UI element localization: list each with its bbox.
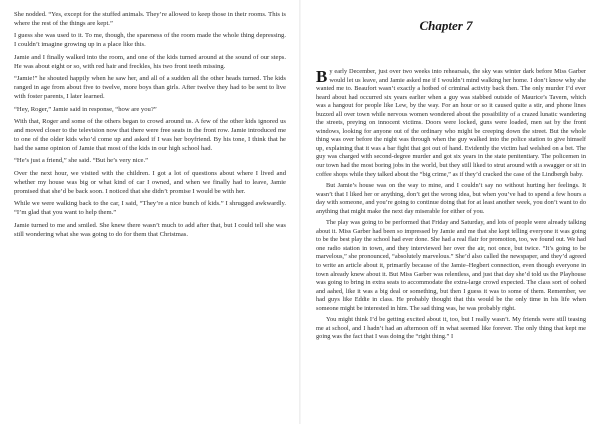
- paragraph: She nodded. “Yes, except for the stuffed animals. They’re allowed to keep those in their rooms. This is where the rest of the things are kept.”: [14, 11, 286, 28]
- paragraph: With that, Roger and some of the others began to crowd around us. A few of the other kids ignored us and moved closer to the television now that there were free seats in the front row. Jamie introduced me to one of the older kids who’d come up and asked if I was her boyfriend. By his tone, I think that he had the same opinion of Jamie that most of the kids in our high school had.: [14, 117, 286, 153]
- paragraph: “Hey, Roger,” Jamie said in response, “how are you?”: [14, 105, 157, 113]
- paragraph: While we were walking back to the car, I said, “They’re a nice bunch of kids.” I shrugged awkwardly. “I’m glad that you want to help them.”: [14, 200, 286, 217]
- paragraph: “He’s just a friend,” she said. “But he’s very nice.”: [14, 157, 149, 165]
- right-page-text: [316, 68, 586, 345]
- paragraph: But Jamie’s house was on the way to mine, and I couldn’t say no without hurting her feelings. It wasn’t that I liked her or anything, don’t get the wrong idea, but when you’ve had to spend a few hours a day with someone, and you’re going to continue doing that for at least another week, you don’t want to do anything that might make the next day miserable for either of you.: [316, 182, 586, 215]
- opening-paragraph-text: y early December, just over two weeks into rehearsals, the sky was winter dark before Miss Garber would let us leave, and Jamie asked me if I wouldn’t mind walking her home. I don’t know why she wanted me to. Beaufort wasn’t exactly a hotbed of criminal activity back then. The only murder I’d ever heard about had occurred six years earlier when a guy was stabbed outside of Maurice’s Tavern, which was a hangout for people like Lew, by the way. For an hour or so it caused quite a stir, and phone lines buzzed all over town while nervous women wondered about the possibility of a crazed lunatic wandering the streets, preying on innocent victims. Doors were locked, guns were loaded, men sat by the front windows, looking for anyone out of the ordinary who might be creeping down the street. But the whole thing was over before the night was through when the guy walked into the police station to give himself up, explaining that it was a bar fight that got out of hand. Evidently the victim had welshed on a bet. The guy was charged with second-degree murder and got six years in the state penitentiary. The policemen in our town had the most boring jobs in the world, but they still liked to strut around with a swagger or sit in coffee shops while they talked about the “big crime,” as if they’d cracked the case of the Lindbergh baby.: [316, 68, 586, 178]
- paragraph: Jamie and I finally walked into the room, and one of the kids turned around at the sound of our steps. He was about eight or so, with red hair and freckles, his two front teeth missing.: [14, 53, 286, 70]
- paragraph: “Jamie!” he shouted happily when he saw her, and all of a sudden all the other heads turned. The kids ranged in age from about five to twelve, more boys than girls. After twelve they had to be sent to live with foster parents, I later learned.: [14, 75, 286, 101]
- paragraph: I guess she was used to it. To me, though, the spareness of the room made the whole thing depressing. I couldn’t imagine growing up in a place like this.: [14, 32, 286, 49]
- drop-cap: B: [316, 67, 328, 86]
- paragraph: The play was going to be performed that Friday and Saturday, and lots of people were already talking about it. Miss Garber had been so impressed by Jamie and me that she kept telling everyone it was going to be the best play the school had ever done. She had a real flair for promotion, too, we found out. We had one radio station in town, and they interviewed her over the air, not once, but twice. “It’s going to be marvelous,” she pronounced, “absolutely marvelous.” She’d also called the newspaper, and they’d agreed to write an article about it, primarily because of the Jamie–Hegbert connection, even though everyone in town already knew about it. But Miss Garber was relentless, and just that day she’d told us the Playhouse was going to bring in extra seats to accommodate the extra-large crowd expected. The class sort of oohed and aahed, like it was a big deal or something, but then I guess it was to some of them. Remember, we had guys like Eddie in class. He probably thought that this would be the only time in his life when someone might be interested in him. The sad thing was, he was probably right.: [316, 219, 586, 312]
- paragraph: Over the next hour, we visited with the children. I got a lot of questions about where I lived and whether my house was big or what kind of car I owned, and when we finally had to leave, Jamie promised that she’d be back soon. I noticed that she didn’t promise I would be with her.: [14, 169, 286, 195]
- opening-paragraph: [316, 68, 586, 179]
- left-page-text: [14, 10, 286, 242]
- chapter-title: Chapter 7: [419, 18, 473, 33]
- paragraph: Jamie turned to me and smiled. She knew there wasn’t much to add after that, but I could tell she was still wondering what she was going to do for them that Christmas.: [14, 221, 286, 238]
- paragraph: You might think I’d be getting excited about it, too, but I really wasn’t. My friends were still teasing me at school, and I hadn’t had an afternoon off in what seemed like forever. The only thing that kept me going was the fact that I was doing the “right thing.” I: [316, 316, 586, 341]
